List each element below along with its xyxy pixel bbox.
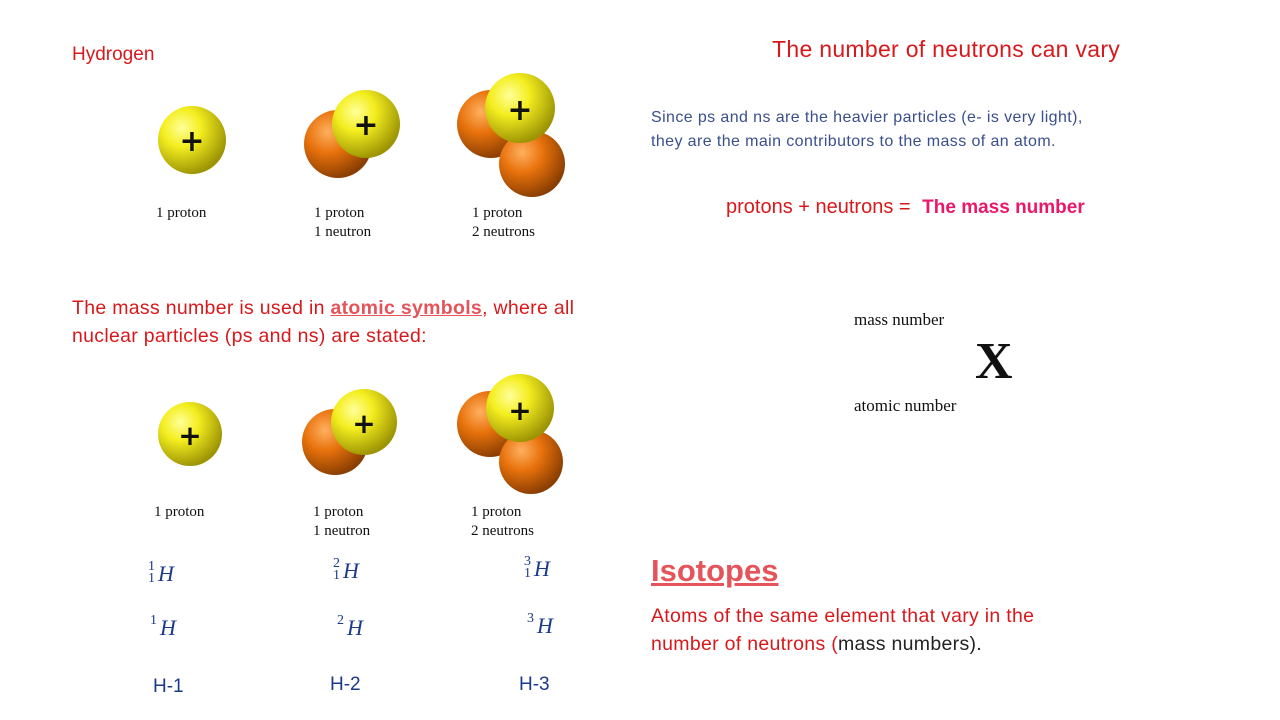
atom-label-h2-bottom: 1 proton 1 neutron <box>313 504 371 539</box>
intro-text <box>651 106 1083 154</box>
plus-sign: + <box>352 407 376 440</box>
isotope-name-h2: H-2 <box>330 674 361 695</box>
element-symbol: H <box>160 615 176 640</box>
equation-rhs: The mass number <box>922 197 1085 218</box>
isotope-symbol-h1-full <box>148 560 174 588</box>
mass-number: 1 <box>148 559 155 574</box>
notation-mass-number-label: mass number <box>854 310 945 329</box>
equation-lhs: protons + neutrons = <box>726 196 911 218</box>
symbols-text-before: The mass number is used in <box>72 297 331 319</box>
plus-sign: + <box>178 419 202 452</box>
atom-label-h1-bottom: 1 proton <box>154 504 205 520</box>
isotope-symbol-h1-short <box>150 614 176 642</box>
symbols-text-line-2: nuclear particles (ps and ns) are stated: <box>72 325 427 347</box>
atom-h1-bottom <box>158 402 222 466</box>
isotope-name-h3: H-3 <box>519 674 550 695</box>
mass-number: 2 <box>333 556 340 571</box>
definition-line-2-dark: mass numbers). <box>838 633 983 655</box>
element-symbol: H <box>534 556 550 581</box>
atom-h2-bottom <box>302 389 397 475</box>
intro-line-2: they are the main contributors to the mass of an atom. <box>651 133 1056 150</box>
plus-sign: + <box>353 108 379 143</box>
page-title: The number of neutrons can vary <box>772 36 1121 62</box>
mass-number: 3 <box>524 554 531 569</box>
atomic-number: 1 <box>148 571 155 586</box>
atom-h3-top <box>457 73 565 197</box>
atom-h1-top <box>158 106 226 174</box>
mass-number: 1 <box>150 613 157 628</box>
atomic-symbols-link[interactable]: atomic symbols <box>330 297 483 319</box>
atom-h3-bottom <box>457 374 563 494</box>
atom-label-h1-top: 1 proton <box>156 205 207 221</box>
plus-sign: + <box>507 93 533 128</box>
element-symbol: H <box>347 615 363 640</box>
symbols-text-after: , where all <box>482 297 575 319</box>
mass-number-equation <box>726 196 1085 219</box>
atom-label-h2-top: 1 proton 1 neutron <box>314 205 372 240</box>
hydrogen-atoms-diagram-bottom <box>140 364 580 514</box>
mass-number: 2 <box>337 613 344 628</box>
definition-line-2-red: number of neutrons ( <box>651 633 839 655</box>
mass-number: 3 <box>527 611 534 626</box>
atom-h2-top <box>304 90 400 178</box>
isotope-symbol-h2-full <box>333 557 359 585</box>
intro-line-1: Since ps and ns are the heavier particles (e- is very light), <box>651 109 1083 126</box>
element-symbol: H <box>343 558 359 583</box>
isotope-symbol-h2-short <box>337 614 363 642</box>
isotope-name-h1: H-1 <box>153 676 184 697</box>
notation-atomic-number-label: atomic number <box>854 396 957 415</box>
notation-element-symbol: X <box>975 333 1013 390</box>
plus-sign: + <box>179 124 205 159</box>
atom-label-h3-bottom: 1 proton 2 neutrons <box>471 504 534 539</box>
isotopes-definition <box>651 602 1034 658</box>
hydrogen-atoms-diagram-top <box>140 64 580 214</box>
isotopes-heading: Isotopes <box>651 553 779 588</box>
atomic-number: 1 <box>333 568 340 583</box>
isotope-symbol-h3-short <box>527 612 553 640</box>
element-symbol: H <box>537 613 553 638</box>
atom-label-h3-top: 1 proton 2 neutrons <box>472 205 535 240</box>
plus-sign: + <box>508 394 532 427</box>
element-name: Hydrogen <box>72 44 155 65</box>
isotope-symbol-h3-full <box>524 555 550 583</box>
definition-line-1: Atoms of the same element that vary in the <box>651 605 1035 627</box>
element-symbol: H <box>158 561 174 586</box>
atomic-number: 1 <box>524 566 531 581</box>
atomic-symbols-text <box>72 294 574 350</box>
